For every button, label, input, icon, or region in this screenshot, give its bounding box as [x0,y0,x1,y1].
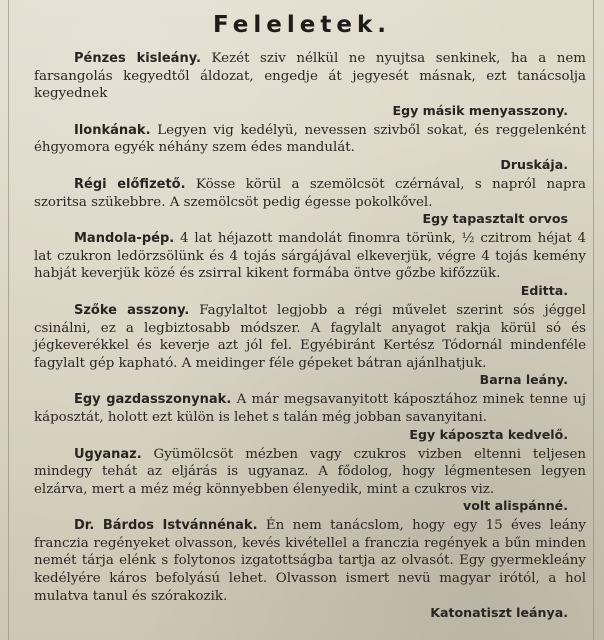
answer-entry [34,446,586,515]
entry-addressee: Ugyanaz. [74,446,142,462]
answer-entry [34,50,586,119]
entry-addressee: Egy gazdasszonynak. [74,392,232,408]
entry-signature: Druskája. [500,156,568,172]
entry-text: Gyümölcsöt mézben vagy czukros vizben eltenni teljesen mindegy tehát az eljárás is ugyanaz. A fődolog, hogy légmentesen legyen elzárva, mert a méz még könnyebben élenyedik, mint a czukros viz. [34,446,586,497]
entry-signature: Katonatiszt leánya. [430,605,568,621]
column-rule-left [8,0,9,640]
entry-text: Fagylaltot legjobb a régi művelet szerint sós jéggel csinálni, ez a legbiztosabb módszer. A fagylalt anyagot rakja körül só és jégkeverékkel és keverje azt jól fel. Egyébiránt Kertész Tódornál mindenféle fagylalt gép kapható. A meidinger féle gépeket bátran ajánlhatjuk. [34,302,586,371]
entry-text: Kösse körül a szemölcsöt czérnával, s napról napra szoritsa szükebbre. A szemölcsöt pedig égesse pokolkővel. [34,176,587,210]
answer-entry [34,302,586,388]
entry-addressee: Pénzes kisleány. [74,51,201,66]
entry-addressee: Mandola-pép. [74,231,175,247]
answer-entry [34,176,586,227]
answer-entry [34,391,586,442]
entry-signature: Egy másik menyasszony. [392,102,568,118]
entry-signature: volt alispánné. [463,498,568,514]
entry-text: 4 lat héjazott mandolát finomra törünk, ½ czitrom héjat 4 lat czukron ledörzsölünk és 4 tojás sárgájával elkeverjük, végre 4 tojás kemény habját keverjük közé és zsirral kikent formába öntve gőzbe kifőzzük. [34,231,586,282]
entry-signature: Egy káposzta kedvelő. [409,426,568,442]
answers-column [34,50,586,624]
answer-entry [34,122,586,173]
entry-text: Legyen vig kedélyü, nevessen szivből sokat, és reggelenként éhgyomora egyék néhány szem édes mandulát. [34,122,586,156]
entry-signature: Egy tapasztalt orvos [422,211,568,227]
column-rule-right [593,0,594,640]
entry-signature: Barna leány. [479,372,568,388]
entry-addressee: Régi előfizető. [74,176,186,192]
page-title: Feleletek. [213,12,391,38]
entry-text: A már megsavanyitott káposztához minek tenne uj káposztát, holott ezt külön is lehet s talán még jobban savanyitani. [34,392,586,425]
entry-signature: Editta. [520,282,568,298]
entry-addressee: Ilonkának. [74,122,151,138]
entry-text: Én nem tanácslom, hogy egy 15 éves leány franczia regényeket olvasson, kevés kivétellel a franczia regények a bűn minden nemét tárja elénk s folytonos izgatottságba tartja az olvasót. Egy gyermekleány kedélyére káros befolyású lehet. Olvasson ismert nevü magyar irótól, a hol mulatva tanul és szórakozik. [34,518,586,604]
entry-text: Kezét sziv nélkül ne nyujtsa senkinek, ha a nem farsangolás kegyedtől áldozat, engedje át jegyesét másnak, ezt tanácsolja kegyednek [34,51,586,102]
answer-entry [34,517,586,621]
answer-entry [34,230,586,299]
entry-addressee: Dr. Bárdos Istvánnénak. [74,518,258,534]
entry-addressee: Szőke asszony. [74,302,190,318]
